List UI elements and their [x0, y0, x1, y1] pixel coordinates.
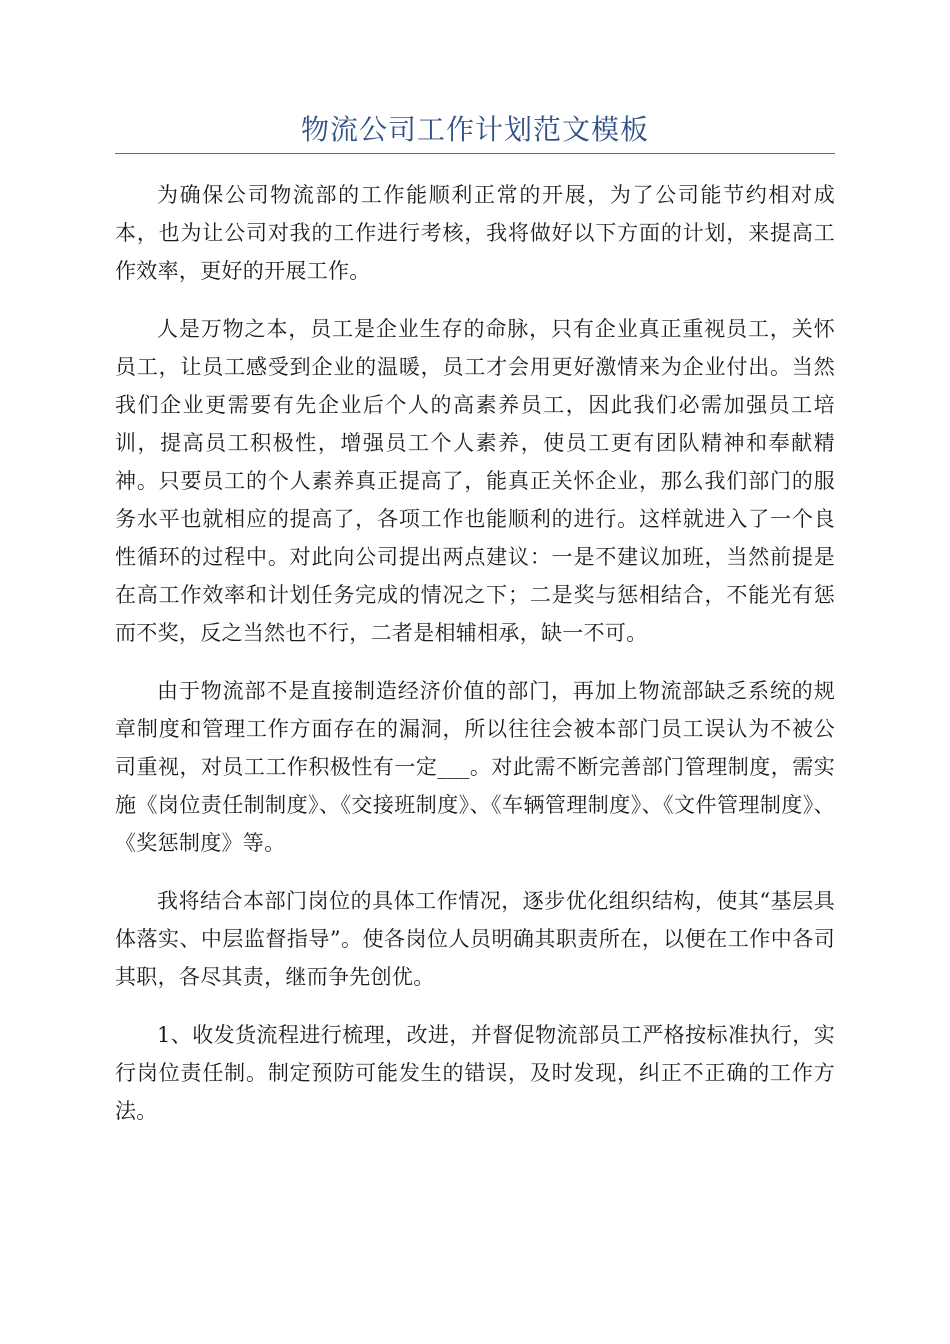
- document-body: [115, 176, 835, 1150]
- paragraph-item-1: 1、收发货流程进行梳理，改进，并督促物流部员工严格按标准执行，实行岗位责任制。制定预防可能发生的错误，及时发现，纠正不正确的工作方法。: [115, 1023, 835, 1123]
- paragraph-intro: 为确保公司物流部的工作能顺利正常的开展，为了公司能节约相对成本，也为让公司对我的工作进行考核，我将做好以下方面的计划，来提高工作效率，更好的开展工作。: [115, 183, 835, 283]
- title-underline: [115, 153, 835, 154]
- paragraph-staff: 人是万物之本，员工是企业生存的命脉，只有企业真正重视员工，关怀员工，让员工感受到企业的温暖，员工才会用更好激情来为企业付出。当然我们企业更需要有先企业后个人的高素养员工，因此我们必需加强员工培训，提高员工积极性，增强员工个人素养，使员工更有团队精神和奉献精神。只要员工的个人素养真正提高了，能真正关怀企业，那么我们部门的服务水平也就相应的提高了，各项工作也能顺利的进行。这样就进入了一个良性循环的过程中。对此向公司提出两点建议：一是不建议加班，当然前提是在高工作效率和计划任务完成的情况之下；二是奖与惩相结合，不能光有惩而不奖，反之当然也不行，二者是相辅相承，缺一不可。: [115, 317, 835, 645]
- paragraph-structure: 我将结合本部门岗位的具体工作情况，逐步优化组织结构，使其“基层具体落实、中层监督指导”。使各岗位人员明确其职责所在，以便在工作中各司其职，各尽其责，继而争先创优。: [115, 889, 835, 989]
- document-title: 物流公司工作计划范文模板: [300, 113, 649, 146]
- paragraph-management: 由于物流部不是直接制造经济价值的部门，再加上物流部缺乏系统的规章制度和管理工作方面存在的漏洞，所以往往会被本部门员工误认为不被公司重视，对员工工作积极性有一定___。对此需不断完善部门管理制度，需实施《岗位责任制制度》、《交接班制度》、《车辆管理制度》、《文件管理制度》、《奖惩制度》等。: [115, 679, 835, 855]
